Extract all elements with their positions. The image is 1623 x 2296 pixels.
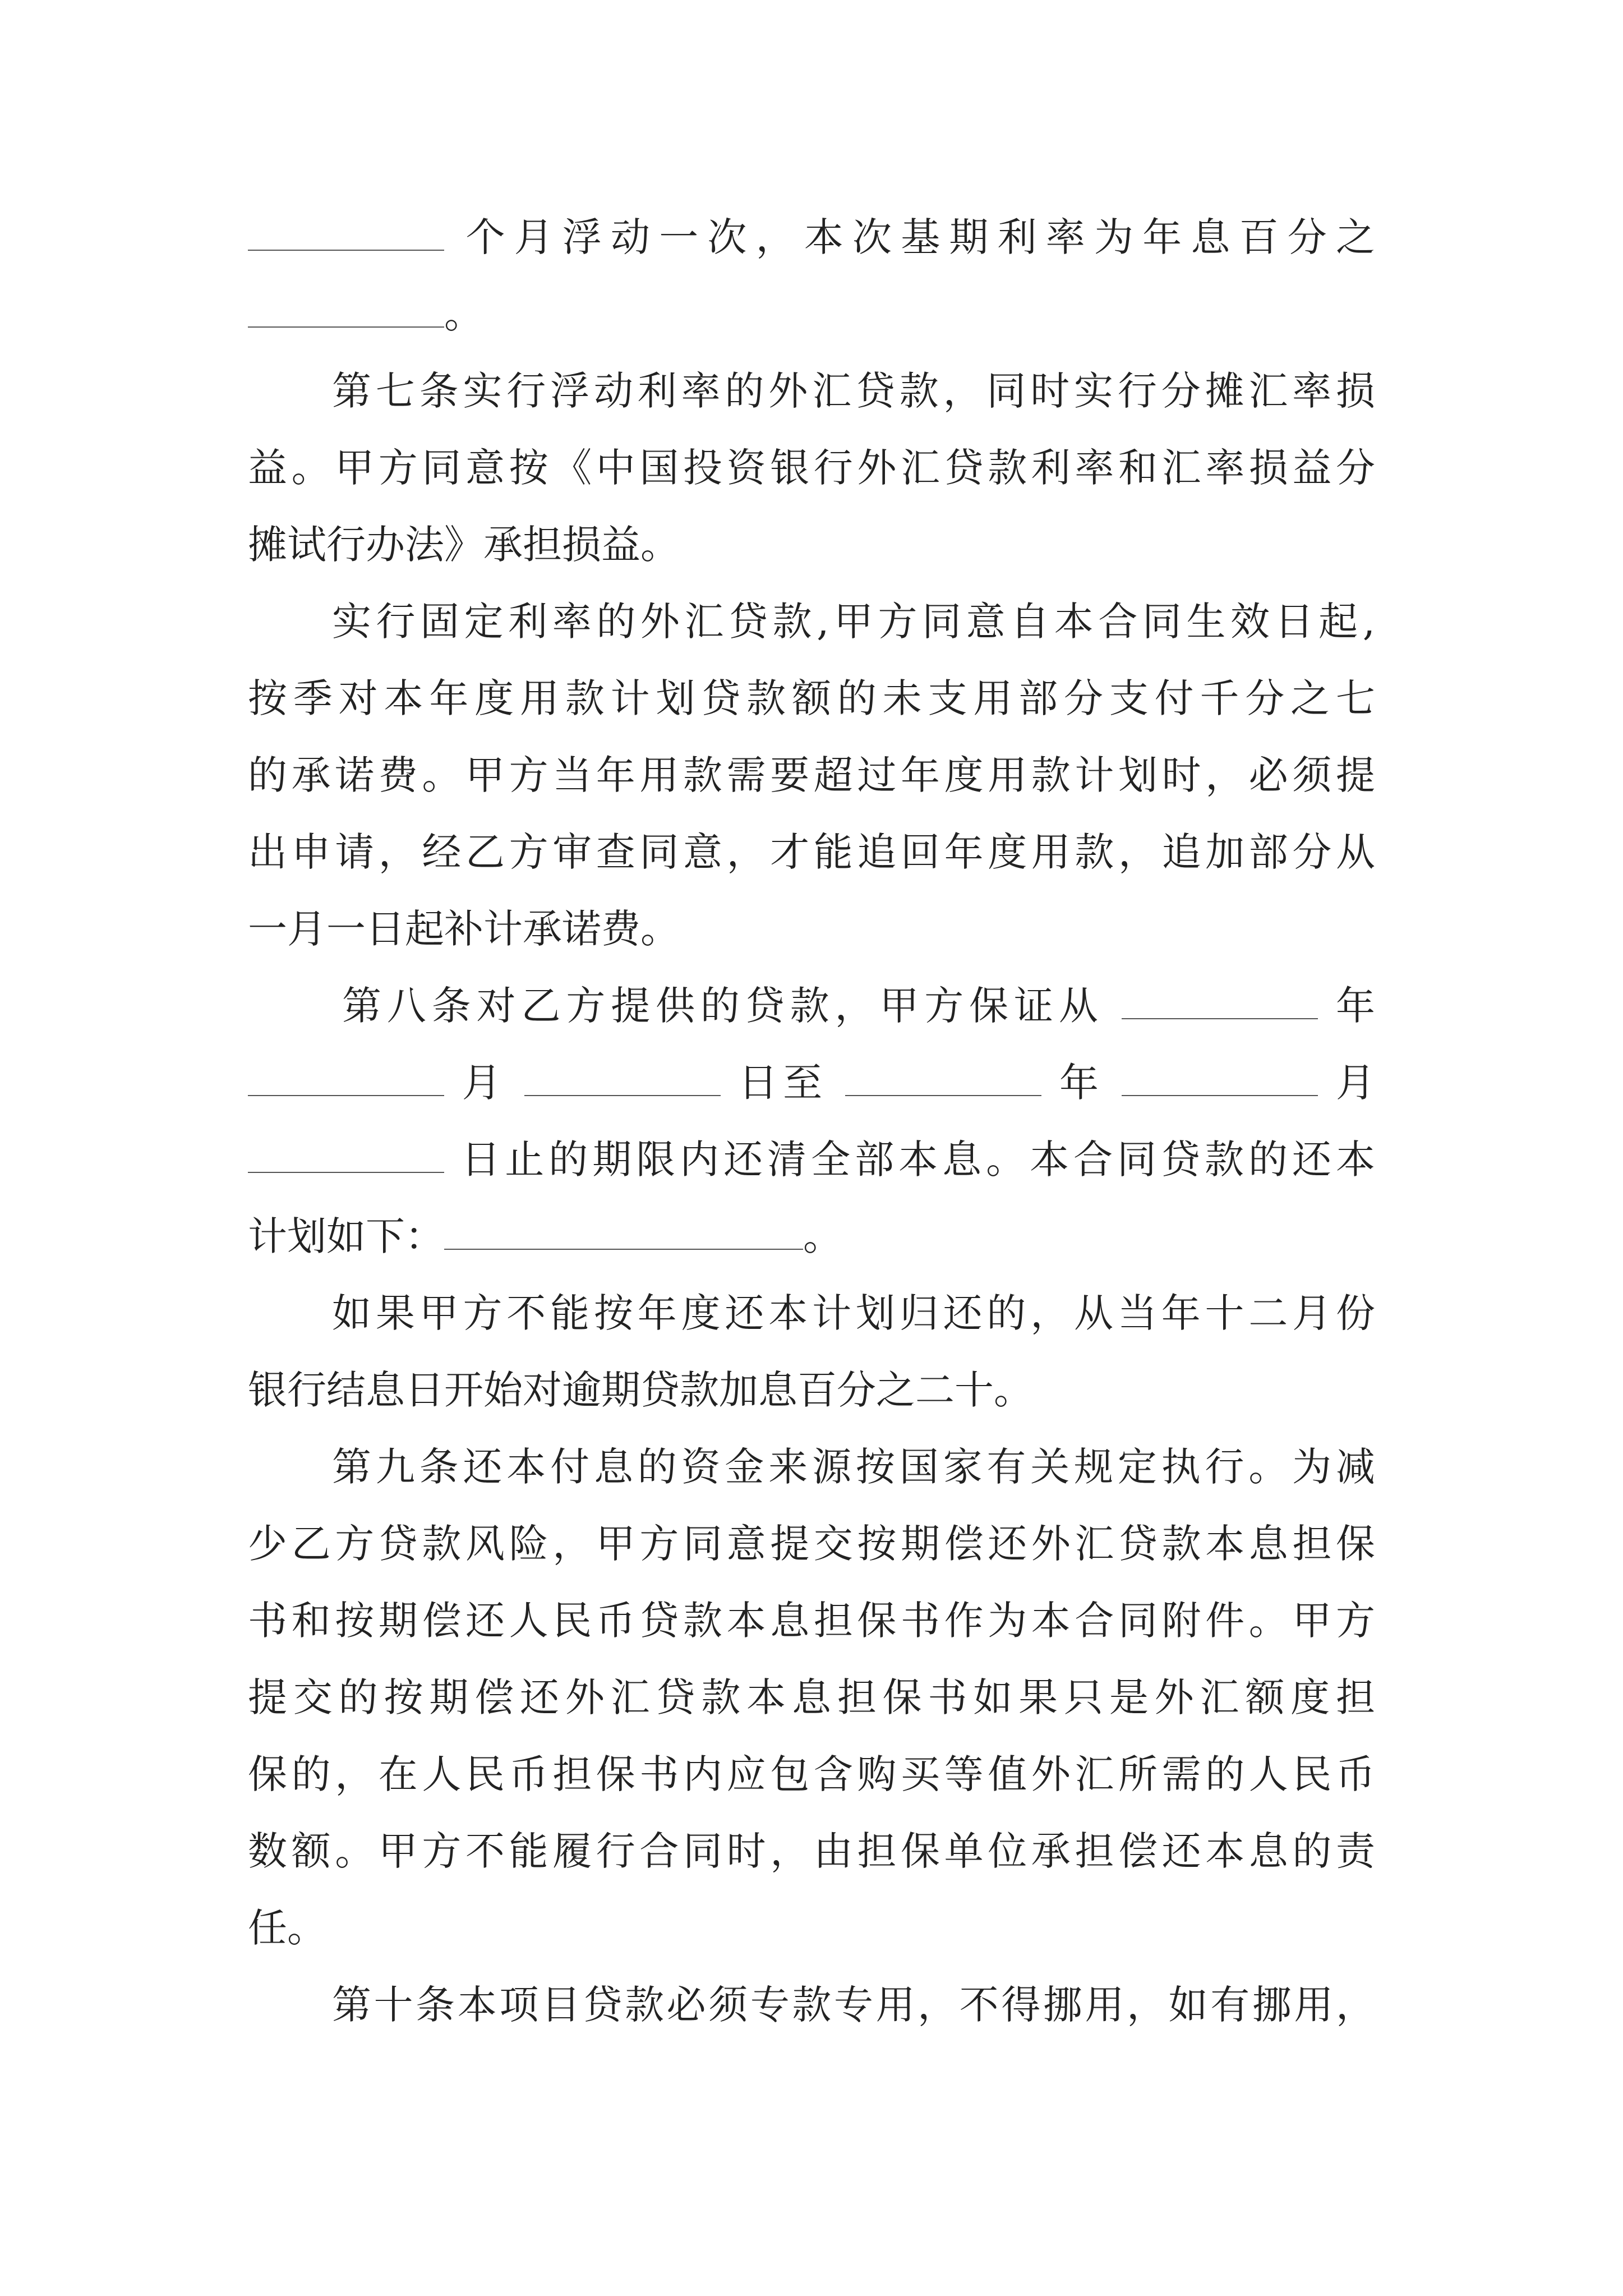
text-run: 摊试行办法》承担损益。 — [248, 522, 680, 568]
text-run: 第七条实行浮动利率的外汇贷款，同时实行分摊汇率损 — [332, 368, 1375, 414]
fixed-rate-line-4 — [248, 814, 1375, 891]
article-9-line-7 — [248, 1890, 1375, 1967]
article-8-line-1 — [248, 968, 1375, 1045]
contract-body — [248, 199, 1375, 2044]
article-9-line-4 — [248, 1659, 1375, 1736]
text-run: 按季对本年度用款计划贷款额的未支用部分支付千分之七 — [248, 675, 1375, 721]
fill-blank — [524, 1053, 721, 1096]
fixed-rate-line-3 — [248, 737, 1375, 814]
text-run: 月 — [1335, 1060, 1375, 1106]
text-run: 个月浮动一次，本次基期利率为年息百分之 — [465, 214, 1375, 260]
article-7-line-3 — [248, 507, 1375, 583]
text-run: 保的，在人民币担保书内应包含购买等值外汇所需的人民币 — [248, 1751, 1375, 1797]
fixed-rate-line-1 — [248, 583, 1375, 660]
fixed-rate-line-2 — [248, 660, 1375, 737]
article-8-line-3 — [248, 1121, 1375, 1198]
text-run: 年 — [1059, 1060, 1104, 1106]
article-9-line-6 — [248, 1813, 1375, 1890]
fill-blank — [248, 208, 444, 251]
article-7-line-2 — [248, 430, 1375, 507]
text-run: 益。甲方同意按《中国投资银行外汇贷款利率和汇率损益分 — [248, 445, 1375, 491]
article-8-line-4 — [248, 1198, 1375, 1275]
line-1 — [248, 199, 1375, 276]
fill-blank — [248, 1130, 444, 1173]
text-run: 。 — [803, 1213, 842, 1259]
text-run: 书和按期偿还人民币贷款本息担保书作为本合同附件。甲方 — [248, 1598, 1375, 1644]
text-run: 实行固定利率的外汇贷款,甲方同意自本合同生效日起, — [332, 599, 1375, 645]
fill-blank — [1122, 977, 1318, 1019]
text-run: 日止的期限内还清全部本息。本合同贷款的还本 — [461, 1137, 1375, 1182]
fill-blank — [444, 1207, 803, 1250]
text-run: 如果甲方不能按年度还本计划归还的，从当年十二月份 — [332, 1290, 1375, 1336]
overdue-line-1 — [248, 1275, 1375, 1352]
article-9-line-5 — [248, 1736, 1375, 1813]
article-8-line-2 — [248, 1045, 1375, 1121]
text-run: 少乙方贷款风险，甲方同意提交按期偿还外汇贷款本息担保 — [248, 1521, 1375, 1567]
article-10-line-1 — [248, 1967, 1375, 2044]
fill-blank — [1122, 1053, 1318, 1096]
text-run: 任。 — [248, 1905, 326, 1951]
text-run: 。 — [444, 291, 483, 337]
overdue-line-2 — [248, 1352, 1375, 1429]
text-run: 月 — [462, 1060, 507, 1106]
fixed-rate-line-5 — [248, 891, 1375, 968]
fill-blank — [845, 1053, 1041, 1096]
text-run: 数额。甲方不能履行合同时，由担保单位承担偿还本息的责 — [248, 1828, 1375, 1874]
article-7-line-1 — [248, 353, 1375, 430]
text-run: 的承诺费。甲方当年用款需要超过年度用款计划时，必须提 — [248, 752, 1375, 798]
text-run: 年 — [1335, 983, 1375, 1029]
article-9-line-3 — [248, 1582, 1375, 1659]
text-run: 第十条本项目贷款必须专款专用，不得挪用，如有挪用， — [332, 1982, 1375, 2028]
text-run: 银行结息日开始对逾期贷款加息百分之二十。 — [248, 1367, 1033, 1413]
line-2 — [248, 276, 1375, 353]
text-run: 第九条还本付息的资金来源按国家有关规定执行。为减 — [332, 1444, 1375, 1490]
fill-blank — [248, 285, 444, 328]
text-run: 日至 — [738, 1060, 828, 1106]
text-run: 第八条对乙方提供的贷款，甲方保证从 — [342, 983, 1104, 1029]
text-run: 计划如下： — [248, 1213, 444, 1259]
article-9-line-1 — [248, 1429, 1375, 1506]
fill-blank — [248, 1053, 444, 1096]
text-run: 出申请，经乙方审查同意，才能追回年度用款，追加部分从 — [248, 829, 1375, 875]
text-run: 提交的按期偿还外汇贷款本息担保书如果只是外汇额度担 — [248, 1674, 1375, 1720]
article-9-line-2 — [248, 1506, 1375, 1582]
text-run: 一月一日起补计承诺费。 — [248, 906, 680, 952]
